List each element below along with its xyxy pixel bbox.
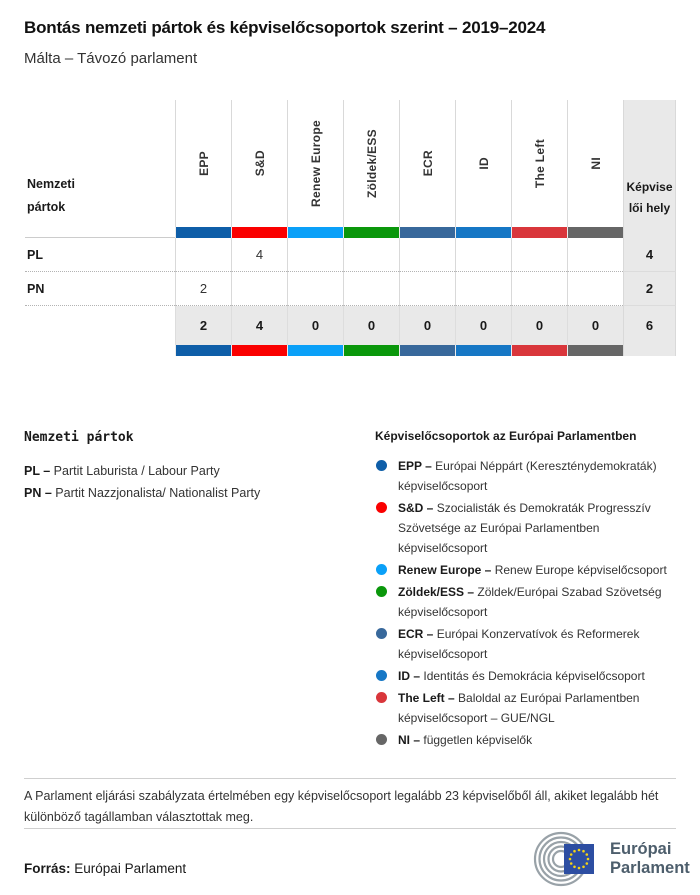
total-left: 0 bbox=[511, 306, 567, 345]
seats-table bbox=[25, 100, 676, 356]
ni-color-dot-icon bbox=[376, 734, 387, 745]
column-header-id: ID bbox=[455, 100, 511, 227]
cell-pn-ecr bbox=[399, 272, 455, 306]
cell-pl-epp bbox=[175, 238, 231, 272]
european-parliament-logo bbox=[531, 831, 690, 887]
legend-item-ni: NI – független képviselők bbox=[375, 730, 687, 750]
column-header-seats: Képviselői hely bbox=[623, 100, 676, 227]
cell-pl-ni bbox=[567, 238, 623, 272]
legend-national-parties bbox=[24, 430, 354, 504]
color-bar-renew-bottom bbox=[287, 345, 343, 356]
row-header-title: Nemzeti pártok bbox=[27, 177, 75, 214]
totals-row-label bbox=[25, 306, 175, 345]
column-header-renew: Renew Europe bbox=[287, 100, 343, 227]
legend-groups-heading: Képviselőcsoportok az Európai Parlamentben bbox=[375, 429, 637, 443]
cell-pl-seats: 4 bbox=[623, 238, 676, 272]
divider bbox=[24, 778, 676, 779]
seats-column-spacer bbox=[623, 345, 676, 356]
sd-color-dot-icon bbox=[376, 502, 387, 513]
ep-hemicycle-icon bbox=[531, 831, 603, 887]
cell-pn-left bbox=[511, 272, 567, 306]
cell-pl-renew bbox=[287, 238, 343, 272]
color-bar-ecr-bottom bbox=[399, 345, 455, 356]
eu-flag-icon bbox=[564, 844, 594, 874]
total-sd: 4 bbox=[231, 306, 287, 345]
legend-item-renew: Renew Europe – Renew Europe képviselőcsoport bbox=[375, 560, 687, 580]
legend-parties-heading: Nemzeti pártok bbox=[24, 430, 134, 445]
cell-pl-id bbox=[455, 238, 511, 272]
ep-logo-text: Európai Parlament bbox=[610, 840, 690, 877]
column-header-epp: EPP bbox=[175, 100, 231, 227]
column-header-left: The Left bbox=[511, 100, 567, 227]
cell-pl-left bbox=[511, 238, 567, 272]
seats-column-spacer bbox=[623, 227, 676, 238]
left-color-dot-icon bbox=[376, 692, 387, 703]
cell-pl-sd: 4 bbox=[231, 238, 287, 272]
source-line bbox=[24, 861, 186, 876]
color-bar-sd bbox=[231, 227, 287, 238]
column-header-greens: Zöldek/ESS bbox=[343, 100, 399, 227]
legend-item-pl: PL – Partit Laburista / Labour Party bbox=[24, 464, 220, 478]
color-bar-left-bottom bbox=[511, 345, 567, 356]
color-bar-renew bbox=[287, 227, 343, 238]
color-bar-spacer bbox=[25, 345, 175, 356]
color-bar-spacer bbox=[25, 227, 175, 238]
total-renew: 0 bbox=[287, 306, 343, 345]
total-epp: 2 bbox=[175, 306, 231, 345]
id-color-dot-icon bbox=[376, 670, 387, 681]
legend-item-ecr: ECR – Európai Konzervatívok és Reformerek képviselőcsoport bbox=[375, 624, 687, 664]
color-bar-greens bbox=[343, 227, 399, 238]
cell-pn-ni bbox=[567, 272, 623, 306]
source-value: Európai Parlament bbox=[74, 861, 187, 876]
total-greens: 0 bbox=[343, 306, 399, 345]
column-header-ni: NI bbox=[567, 100, 623, 227]
total-ecr: 0 bbox=[399, 306, 455, 345]
cell-pn-renew bbox=[287, 272, 343, 306]
color-bar-ecr bbox=[399, 227, 455, 238]
color-bar-id-bottom bbox=[455, 345, 511, 356]
page-subtitle: Málta – Távozó parlament bbox=[24, 50, 198, 67]
legend-item-epp: EPP – Európai Néppárt (Kereszténydemokraták) képviselőcsoport bbox=[375, 456, 687, 496]
cell-pn-sd bbox=[231, 272, 287, 306]
color-bar-sd-bottom bbox=[231, 345, 287, 356]
legend-political-groups bbox=[375, 429, 687, 752]
ecr-color-dot-icon bbox=[376, 628, 387, 639]
page-title: Bontás nemzeti pártok és képviselőcsoportok szerint – 2019–2024 bbox=[24, 18, 546, 37]
divider bbox=[24, 828, 676, 829]
color-bar-greens-bottom bbox=[343, 345, 399, 356]
color-bar-ni-bottom bbox=[567, 345, 623, 356]
color-bar-epp-bottom bbox=[175, 345, 231, 356]
cell-pn-seats: 2 bbox=[623, 272, 676, 306]
color-bar-left bbox=[511, 227, 567, 238]
legend-item-sd: S&D – Szocialisták és Demokraták Progresszív Szövetsége az Európai Parlamentben képviselőcsoport bbox=[375, 498, 687, 558]
greens-color-dot-icon bbox=[376, 586, 387, 597]
total-id: 0 bbox=[455, 306, 511, 345]
epp-color-dot-icon bbox=[376, 460, 387, 471]
total-seats: 6 bbox=[623, 306, 676, 345]
column-header-ecr: ECR bbox=[399, 100, 455, 227]
legend-item-left: The Left – Baloldal az Európai Parlamentben képviselőcsoport – GUE/NGL bbox=[375, 688, 687, 728]
source-label: Forrás: bbox=[24, 861, 71, 876]
legend-item-pn: PN – Partit Nazzjonalista/ Nationalist Party bbox=[24, 486, 261, 500]
color-bar-ni bbox=[567, 227, 623, 238]
legend-item-id: ID – Identitás és Demokrácia képviselőcsoport bbox=[375, 666, 687, 686]
total-ni: 0 bbox=[567, 306, 623, 345]
color-bar-id bbox=[455, 227, 511, 238]
cell-pl-greens bbox=[343, 238, 399, 272]
cell-pl-ecr bbox=[399, 238, 455, 272]
footnote: A Parlament eljárási szabályzata értelmében egy képviselőcsoport legalább 23 képviselőből áll, akiket legalább hét különböző tagállamban választottak meg. bbox=[24, 789, 659, 824]
color-bar-epp bbox=[175, 227, 231, 238]
cell-pn-greens bbox=[343, 272, 399, 306]
legend-item-greens: Zöldek/ESS – Zöldek/Európai Szabad Szövetség képviselőcsoport bbox=[375, 582, 687, 622]
cell-pn-id bbox=[455, 272, 511, 306]
row-label-pl: PL bbox=[25, 238, 175, 272]
renew-color-dot-icon bbox=[376, 564, 387, 575]
row-label-pn: PN bbox=[25, 272, 175, 306]
column-header-sd: S&D bbox=[231, 100, 287, 227]
cell-pn-epp: 2 bbox=[175, 272, 231, 306]
